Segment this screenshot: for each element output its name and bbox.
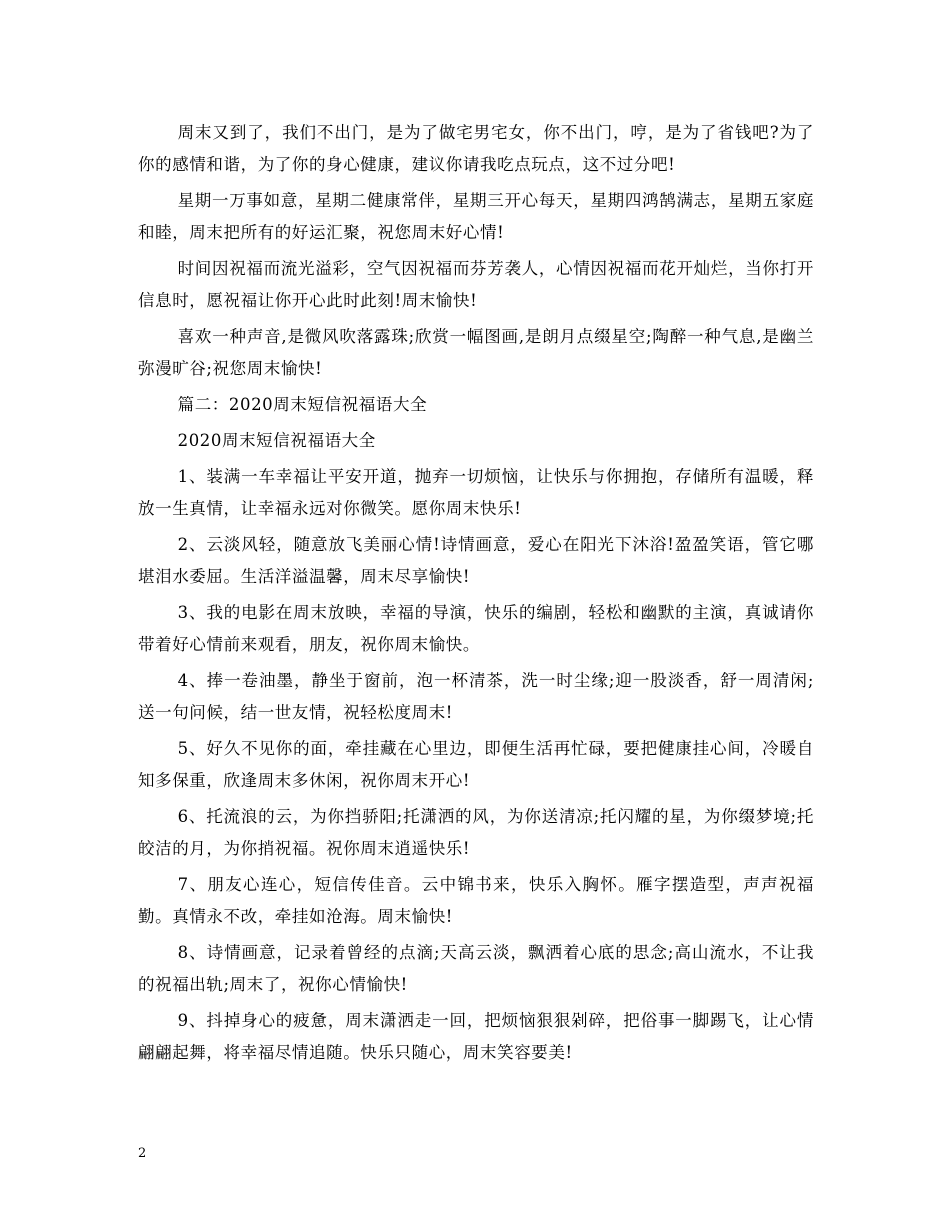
section-title: 2020周末短信祝福语大全	[177, 431, 376, 450]
list-item: 7、朋友心连心，短信传佳音。云中锦书来，快乐入胸怀。雁字摆造型，声声祝福勤。真情永不改，牵挂如沧海。周末愉快!	[138, 875, 814, 926]
list-item: 6、托流浪的云，为你挡骄阳;托潇洒的风，为你送清凉;托闪耀的星，为你缀梦境;托皎洁的月，为你捎祝福。祝你周末逍遥快乐!	[138, 807, 814, 858]
document-body	[138, 117, 814, 1073]
page-number: 2	[138, 1146, 147, 1161]
list-item: 4、捧一卷油墨，静坐于窗前，泡一杯清茶，洗一时尘缘;迎一股淡香，舒一周清闲;送一句问候，结一世友情，祝轻松度周末!	[138, 671, 814, 722]
list-item: 1、装满一车幸福让平安开道，抛弃一切烦恼，让快乐与你拥抱，存储所有温暖，释放一生真情，让幸福永远对你微笑。愿你周末快乐!	[138, 467, 814, 518]
list-item: 5、好久不见你的面，牵挂藏在心里边，即便生活再忙碌，要把健康挂心间，冷暖自知多保重，欣逢周末多休闲，祝你周末开心!	[138, 739, 814, 790]
paragraph: 星期一万事如意，星期二健康常伴，星期三开心每天，星期四鸿鹄满志，星期五家庭和睦，周末把所有的好运汇聚，祝您周末好心情!	[138, 191, 814, 242]
section-heading: 篇二：2020周末短信祝福语大全	[177, 395, 428, 414]
paragraph: 喜欢一种声音,是微风吹落露珠;欣赏一幅图画,是朗月点缀星空;陶醉一种气息,是幽兰弥漫旷谷;祝您周末愉快!	[138, 327, 814, 378]
list-item: 2、云淡风轻，随意放飞美丽心情!诗情画意，爱心在阳光下沐浴!盈盈笑语，管它哪堪泪水委屈。生活洋溢温馨，周末尽享愉快!	[138, 535, 814, 586]
paragraph: 时间因祝福而流光溢彩，空气因祝福而芬芳袭人，心情因祝福而花开灿烂，当你打开信息时，愿祝福让你开心此时此刻!周末愉快!	[138, 259, 814, 310]
paragraph: 周末又到了，我们不出门，是为了做宅男宅女，你不出门，哼，是为了省钱吧?为了你的感情和谐，为了你的身心健康，建议你请我吃点玩点，这不过分吧!	[138, 123, 814, 174]
list-item: 9、抖掉身心的疲惫，周末潇洒走一回，把烦恼狠狠剁碎，把俗事一脚踢飞，让心情翩翩起舞，将幸福尽情追随。快乐只随心，周末笑容要美!	[138, 1011, 814, 1062]
list-item: 8、诗情画意，记录着曾经的点滴;天高云淡，飘洒着心底的思念;高山流水，不让我的祝福出轨;周末了，祝你心情愉快!	[138, 943, 814, 994]
list-item: 3、我的电影在周末放映，幸福的导演，快乐的编剧，轻松和幽默的主演，真诚请你带着好心情前来观看，朋友，祝你周末愉快。	[138, 603, 814, 654]
